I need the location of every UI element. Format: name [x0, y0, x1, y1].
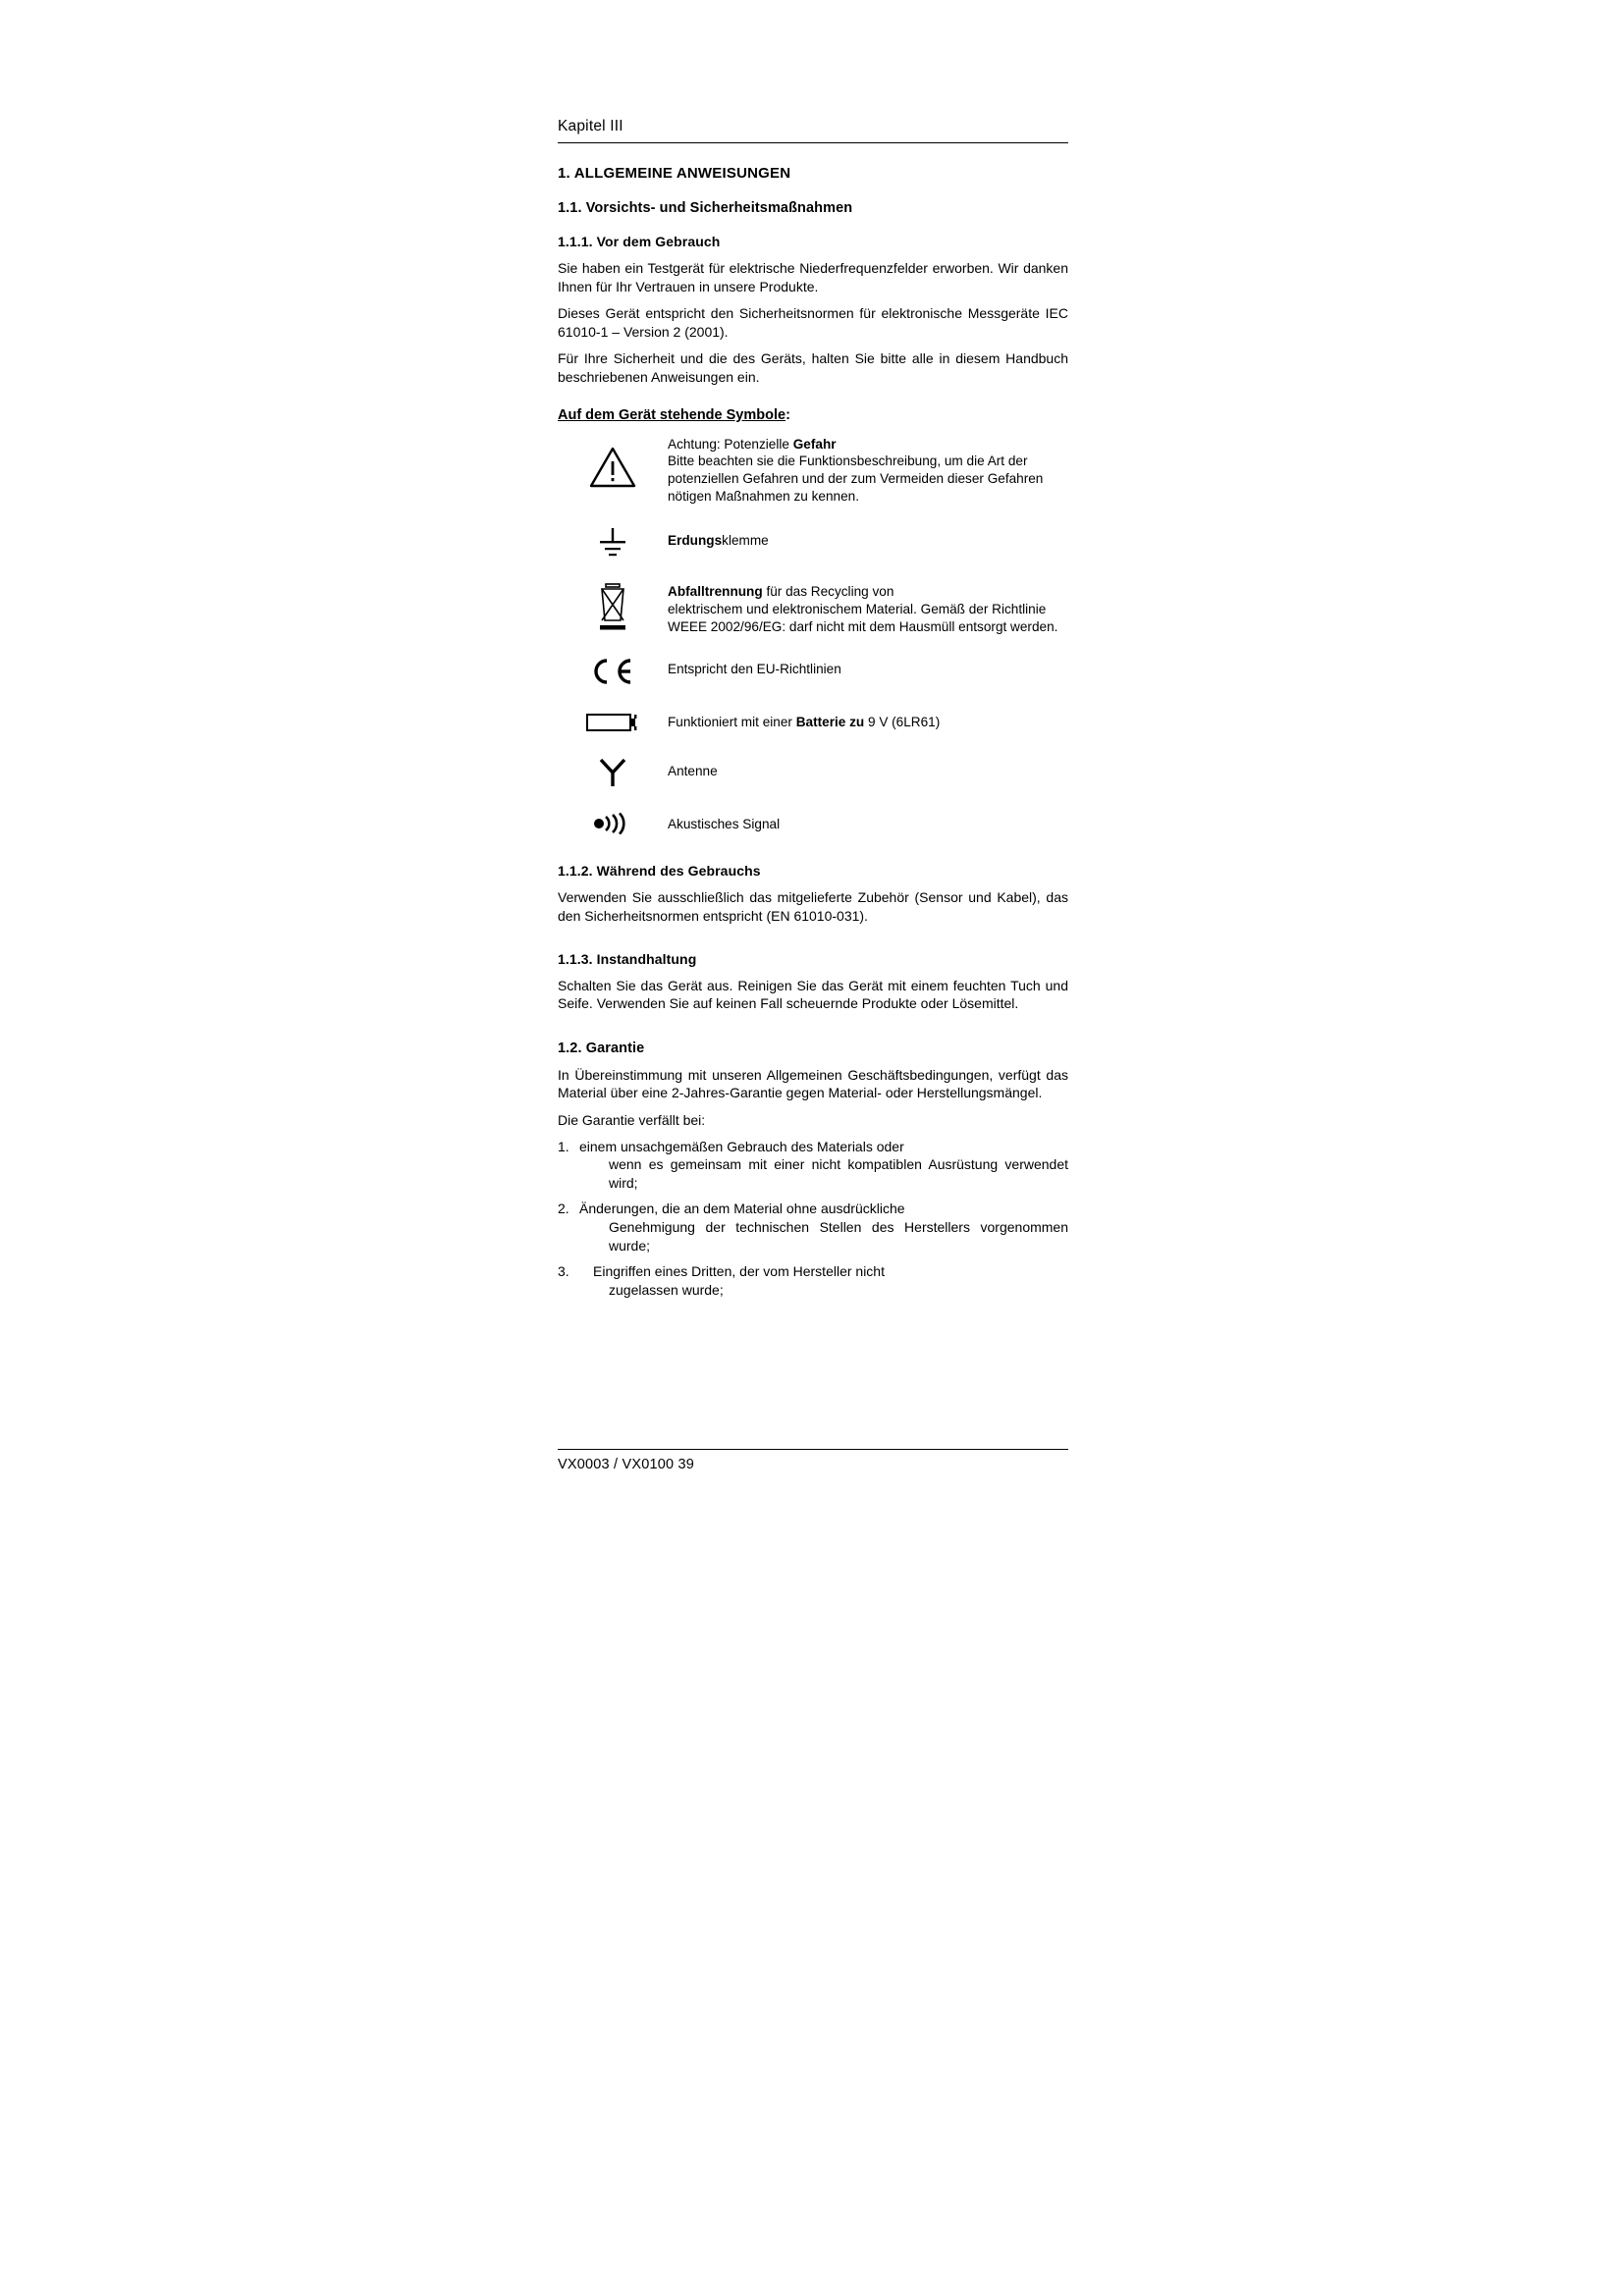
warning-triangle-icon-svg: [589, 446, 636, 489]
paragraph-before-use-3: Für Ihre Sicherheit und die des Geräts, halten Sie bitte alle in diesem Handbuch beschriebenen Anweisungen ein.: [558, 350, 1068, 386]
chapter-header: Kapitel III: [558, 118, 623, 134]
symbol-antenna-text: Antenne: [668, 764, 718, 779]
page-footer: [558, 1449, 1068, 1472]
ce-mark-icon-svg: [585, 657, 640, 686]
list-item-text-first: Änderungen, die an dem Material ohne ausdrückliche: [579, 1201, 905, 1217]
spacer: [558, 788, 1068, 808]
section-1-1-title: 1.1. Vorsichts- und Sicherheitsmaßnahmen: [558, 200, 853, 216]
paragraph-during-use: Verwenden Sie ausschließlich das mitgelieferte Zubehör (Sensor und Kabel), das den Sicherheitsnormen entspricht (EN 61010-031).: [558, 889, 1068, 924]
list-item-number: 1.: [558, 1138, 569, 1154]
warning-triangle-icon: [558, 436, 668, 506]
symbols-heading-wrap: [558, 406, 1068, 424]
symbol-ground-bold: Erdungs: [668, 533, 723, 549]
symbol-warning-line1-bold: Gefahr: [792, 436, 837, 452]
symbol-desc-antenna: [668, 755, 1068, 788]
list-item: [558, 1200, 1068, 1255]
section-1-1-2-title: 1.1.2. Während des Gebrauchs: [558, 863, 761, 880]
earth-ground-icon-svg: [593, 526, 632, 560]
paragraph-before-use-1: Sie haben ein Testgerät für elektrische Niederfrequenzfelder erworben. Wir danken Ihnen für Ihr Vertrauen in unsere Produkte.: [558, 260, 1068, 294]
symbol-desc-weee: [668, 579, 1068, 635]
symbol-row-weee: [558, 579, 1068, 635]
symbol-row-warning: [558, 436, 1068, 506]
earth-ground-icon: [558, 524, 668, 560]
symbol-warning-line1-plain: Achtung: Potenzielle: [668, 436, 793, 452]
symbol-row-ce: [558, 655, 1068, 686]
list-item-number: 2.: [558, 1201, 569, 1217]
symbols-heading-colon: :: [785, 406, 790, 423]
section-1-title: 1. ALLGEMEINE ANWEISUNGEN: [558, 165, 791, 182]
list-item-number: 3.: [558, 1263, 569, 1280]
symbol-weee-bold: Abfalltrennung: [668, 584, 763, 600]
symbol-row-ground: [558, 524, 1068, 560]
symbol-row-antenna: [558, 755, 1068, 788]
symbol-battery-tail: 9 V (6LR61): [864, 715, 941, 730]
list-item-text-rest: zugelassen wurde;: [609, 1281, 724, 1298]
paragraph-maintenance: Schalten Sie das Gerät aus. Reinigen Sie das Gerät mit einem feuchten Tuch und Seife. Verwenden Sie auf keinen Fall scheuernde Produkte oder Lösemittel.: [558, 977, 1068, 1012]
spacer: [558, 560, 1068, 579]
section-1-2-title: 1.2. Garantie: [558, 1040, 645, 1056]
list-item: [558, 1262, 1068, 1299]
section-1-1-3-title: 1.1.3. Instandhaltung: [558, 950, 697, 967]
symbols-table: [558, 436, 1068, 836]
symbol-ce-text: Entspricht den EU-Richtlinien: [668, 662, 841, 677]
symbols-heading: Auf dem Gerät stehende Symbole: [558, 406, 786, 423]
section-1-1-1-title: 1.1.1. Vor dem Gebrauch: [558, 234, 721, 249]
symbol-battery-bold: Batterie zu: [795, 715, 865, 730]
symbol-row-battery: [558, 706, 1068, 735]
paragraph-warranty-1: In Übereinstimmung mit unseren Allgemeinen Geschäftsbedingungen, verfügt das Material über eine 2-Jahres-Garantie gegen Material- oder Herstellungsmängel.: [558, 1066, 1068, 1101]
battery-icon-svg: [583, 710, 642, 735]
symbol-warning-rest: Bitte beachten sie die Funktionsbeschreibung, um die Art der potenziellen Gefahren und der zum Vermeiden dieser Gefahren nötigen Maßnahmen zu kennen.: [668, 454, 1044, 504]
list-item-text-first: Eingriffen eines Dritten, der vom Hersteller nicht: [593, 1263, 885, 1280]
list-item-text-first: einem unsachgemäßen Gebrauch des Materials oder: [579, 1138, 904, 1154]
symbol-weee-rest: elektrischem und elektronischem Material. Gemäß der Richtlinie WEEE 2002/96/EG: darf nicht mit dem Hausmüll entsorgt werden.: [668, 602, 1058, 634]
paragraph-warranty-2: Die Garantie verfällt bei:: [558, 1112, 706, 1129]
symbol-desc-battery: [668, 706, 1068, 735]
antenna-icon: [558, 755, 668, 788]
acoustic-signal-icon-svg: [589, 812, 636, 835]
weee-crossed-bin-icon-svg: [593, 581, 632, 632]
symbol-battery-plain: Funktioniert mit einer: [668, 715, 796, 730]
symbol-acoustic-text: Akustisches Signal: [668, 817, 781, 832]
footer-text: VX0003 / VX0100 39: [558, 1457, 695, 1472]
symbol-weee-plain: für das Recycling von: [762, 584, 894, 600]
paragraph-before-use-2: Dieses Gerät entspricht den Sicherheitsnormen für elektronische Messgeräte IEC 61010-1 – Version 2 (2001).: [558, 305, 1068, 340]
acoustic-signal-icon: [558, 808, 668, 835]
spacer: [558, 686, 1068, 706]
list-item-text-rest: wenn es gemeinsam mit einer nicht kompatiblen Ausrüstung verwendet wird;: [609, 1156, 1068, 1191]
symbol-desc-ce: [668, 655, 1068, 686]
antenna-icon-svg: [595, 757, 630, 788]
spacer: [558, 735, 1068, 755]
spacer: [558, 635, 1068, 655]
battery-icon: [558, 706, 668, 735]
symbol-desc-ground: [668, 524, 1068, 560]
page-content: [558, 118, 1068, 1300]
spacer: [558, 505, 1068, 524]
symbol-desc-acoustic: [668, 808, 1068, 835]
header-divider: [558, 142, 1068, 143]
list-item-text-rest: Genehmigung der technischen Stellen des Herstellers vorgenommen wurde;: [609, 1219, 1068, 1254]
symbol-desc-warning: [668, 436, 1068, 506]
weee-crossed-bin-icon: [558, 579, 668, 635]
symbol-ground-plain: klemme: [722, 533, 769, 549]
ce-mark-icon: [558, 655, 668, 686]
list-item: [558, 1138, 1068, 1193]
symbol-row-acoustic: [558, 808, 1068, 835]
